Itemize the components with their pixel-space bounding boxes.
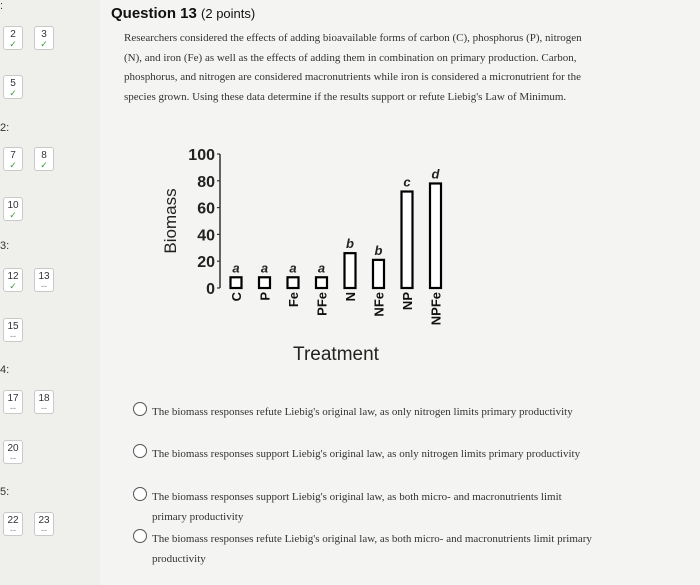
x-tick-label: N <box>343 292 358 302</box>
question-title <box>111 5 255 22</box>
nav-tile-question[interactable] <box>3 75 23 99</box>
answered-check-icon: ✓ <box>40 39 48 49</box>
significance-letter: a <box>317 260 326 276</box>
nav-tile-question[interactable] <box>34 512 54 536</box>
unanswered-dash-icon: -- <box>10 453 16 463</box>
significance-letter: a <box>289 260 297 276</box>
answer-option-label: The biomass responses refute Liebig's original law, as only nitrogen limits primary productivity <box>152 406 573 418</box>
x-axis-title: Treatment <box>293 344 379 365</box>
unanswered-dash-icon: -- <box>10 331 16 341</box>
significance-letter: a <box>232 260 240 276</box>
tile-number: 22 <box>7 515 19 526</box>
radio-button[interactable] <box>133 487 147 501</box>
bar <box>345 253 356 288</box>
nav-tile-question[interactable] <box>3 26 23 50</box>
tile-number: 5 <box>10 78 16 89</box>
section-label: 2: <box>0 122 10 134</box>
nav-tile-question[interactable] <box>3 197 23 221</box>
answered-check-icon: ✓ <box>9 210 17 220</box>
answer-option-label: The biomass responses refute Liebig's original law, as both micro- and macronutrients limit primary productivity <box>152 533 592 565</box>
y-tick-label: 0 <box>206 281 215 298</box>
answered-check-icon: ✓ <box>40 160 48 170</box>
tile-number: 8 <box>41 150 47 161</box>
answered-check-icon: ✓ <box>9 281 17 291</box>
nav-tile-question[interactable] <box>3 512 23 536</box>
radio-button[interactable] <box>133 529 147 543</box>
nav-tile-question[interactable] <box>34 26 54 50</box>
nav-tile-question[interactable] <box>3 440 23 464</box>
significance-letter: a <box>260 260 269 276</box>
radio-button[interactable] <box>133 402 147 416</box>
tile-number: 15 <box>7 321 19 332</box>
bar <box>316 277 327 288</box>
answered-check-icon: ✓ <box>9 88 17 98</box>
x-tick-label: C <box>229 292 244 302</box>
x-tick-label: Fe <box>286 292 301 308</box>
y-tick-label: 20 <box>197 254 215 272</box>
x-tick-label: PFe <box>314 292 330 316</box>
answered-check-icon: ✓ <box>9 39 17 49</box>
bar <box>430 183 441 288</box>
tile-number: 20 <box>7 443 19 454</box>
answer-option-label: The biomass responses support Liebig's original law, as both micro- and macronutrients limit primary productivity <box>152 491 562 523</box>
section-label: : <box>0 0 4 12</box>
section-label: 5: <box>0 486 10 498</box>
answered-check-icon: ✓ <box>9 160 17 170</box>
tile-number: 18 <box>38 393 50 404</box>
x-tick-label: NPFe <box>428 292 444 326</box>
nav-tile-question[interactable] <box>3 318 23 342</box>
nav-tile-question[interactable] <box>3 147 23 171</box>
tile-number: 3 <box>41 29 47 40</box>
question-number: Question 13 <box>111 5 197 22</box>
unanswered-dash-icon: -- <box>10 525 16 535</box>
significance-letter: b <box>374 242 383 258</box>
bar <box>288 277 299 288</box>
tile-number: 13 <box>38 271 50 282</box>
significance-letter: c <box>403 174 411 190</box>
y-tick-label: 60 <box>197 200 215 218</box>
unanswered-dash-icon: -- <box>41 403 47 413</box>
y-tick-label: 40 <box>197 227 215 245</box>
question-points: (2 points) <box>201 6 256 21</box>
nav-tile-question[interactable] <box>3 268 23 292</box>
nav-tile-question[interactable] <box>34 147 54 171</box>
tile-number: 12 <box>7 271 19 282</box>
y-axis-title: Biomass <box>161 188 180 254</box>
section-label: 4: <box>0 364 10 376</box>
tile-number: 17 <box>7 393 19 404</box>
tile-number: 7 <box>10 150 16 161</box>
bar <box>259 277 270 288</box>
y-tick-label: 80 <box>197 173 215 191</box>
question-text: Researchers considered the effects of adding bioavailable forms of carbon (C), phosphorus (P), nitrogen (N), and iron (Fe) as well as the effects of adding them in combination on primary production. Carbon, phosphorus, and nitrogen are considered macronutrients while iron is considered a micronutrient for the species grown. Using these data determine if the results support or refute Liebig's Law of Minimum. <box>124 32 582 103</box>
significance-letter: b <box>346 236 354 252</box>
x-tick-label: NFe <box>371 292 387 317</box>
unanswered-dash-icon: -- <box>10 403 16 413</box>
nav-tile-question[interactable] <box>34 390 54 414</box>
bar <box>373 260 384 288</box>
nav-tile-question[interactable] <box>3 390 23 414</box>
bar <box>402 192 413 288</box>
answer-option-label: The biomass responses support Liebig's original law, as only nitrogen limits primary productivity <box>152 448 581 460</box>
x-tick-label: P <box>257 292 273 301</box>
unanswered-dash-icon: -- <box>41 281 47 291</box>
x-tick-label: NP <box>400 292 415 311</box>
radio-button[interactable] <box>133 444 147 458</box>
section-label: 3: <box>0 240 10 252</box>
unanswered-dash-icon: -- <box>41 525 47 535</box>
bar <box>231 277 242 288</box>
tile-number: 23 <box>38 515 50 526</box>
question-navigator <box>0 0 100 585</box>
nav-tile-question[interactable] <box>34 268 54 292</box>
tile-number: 2 <box>10 29 16 40</box>
y-tick-label: 100 <box>188 147 215 164</box>
biomass-chart <box>150 138 480 373</box>
tile-number: 10 <box>7 200 19 211</box>
significance-letter: d <box>431 166 440 182</box>
